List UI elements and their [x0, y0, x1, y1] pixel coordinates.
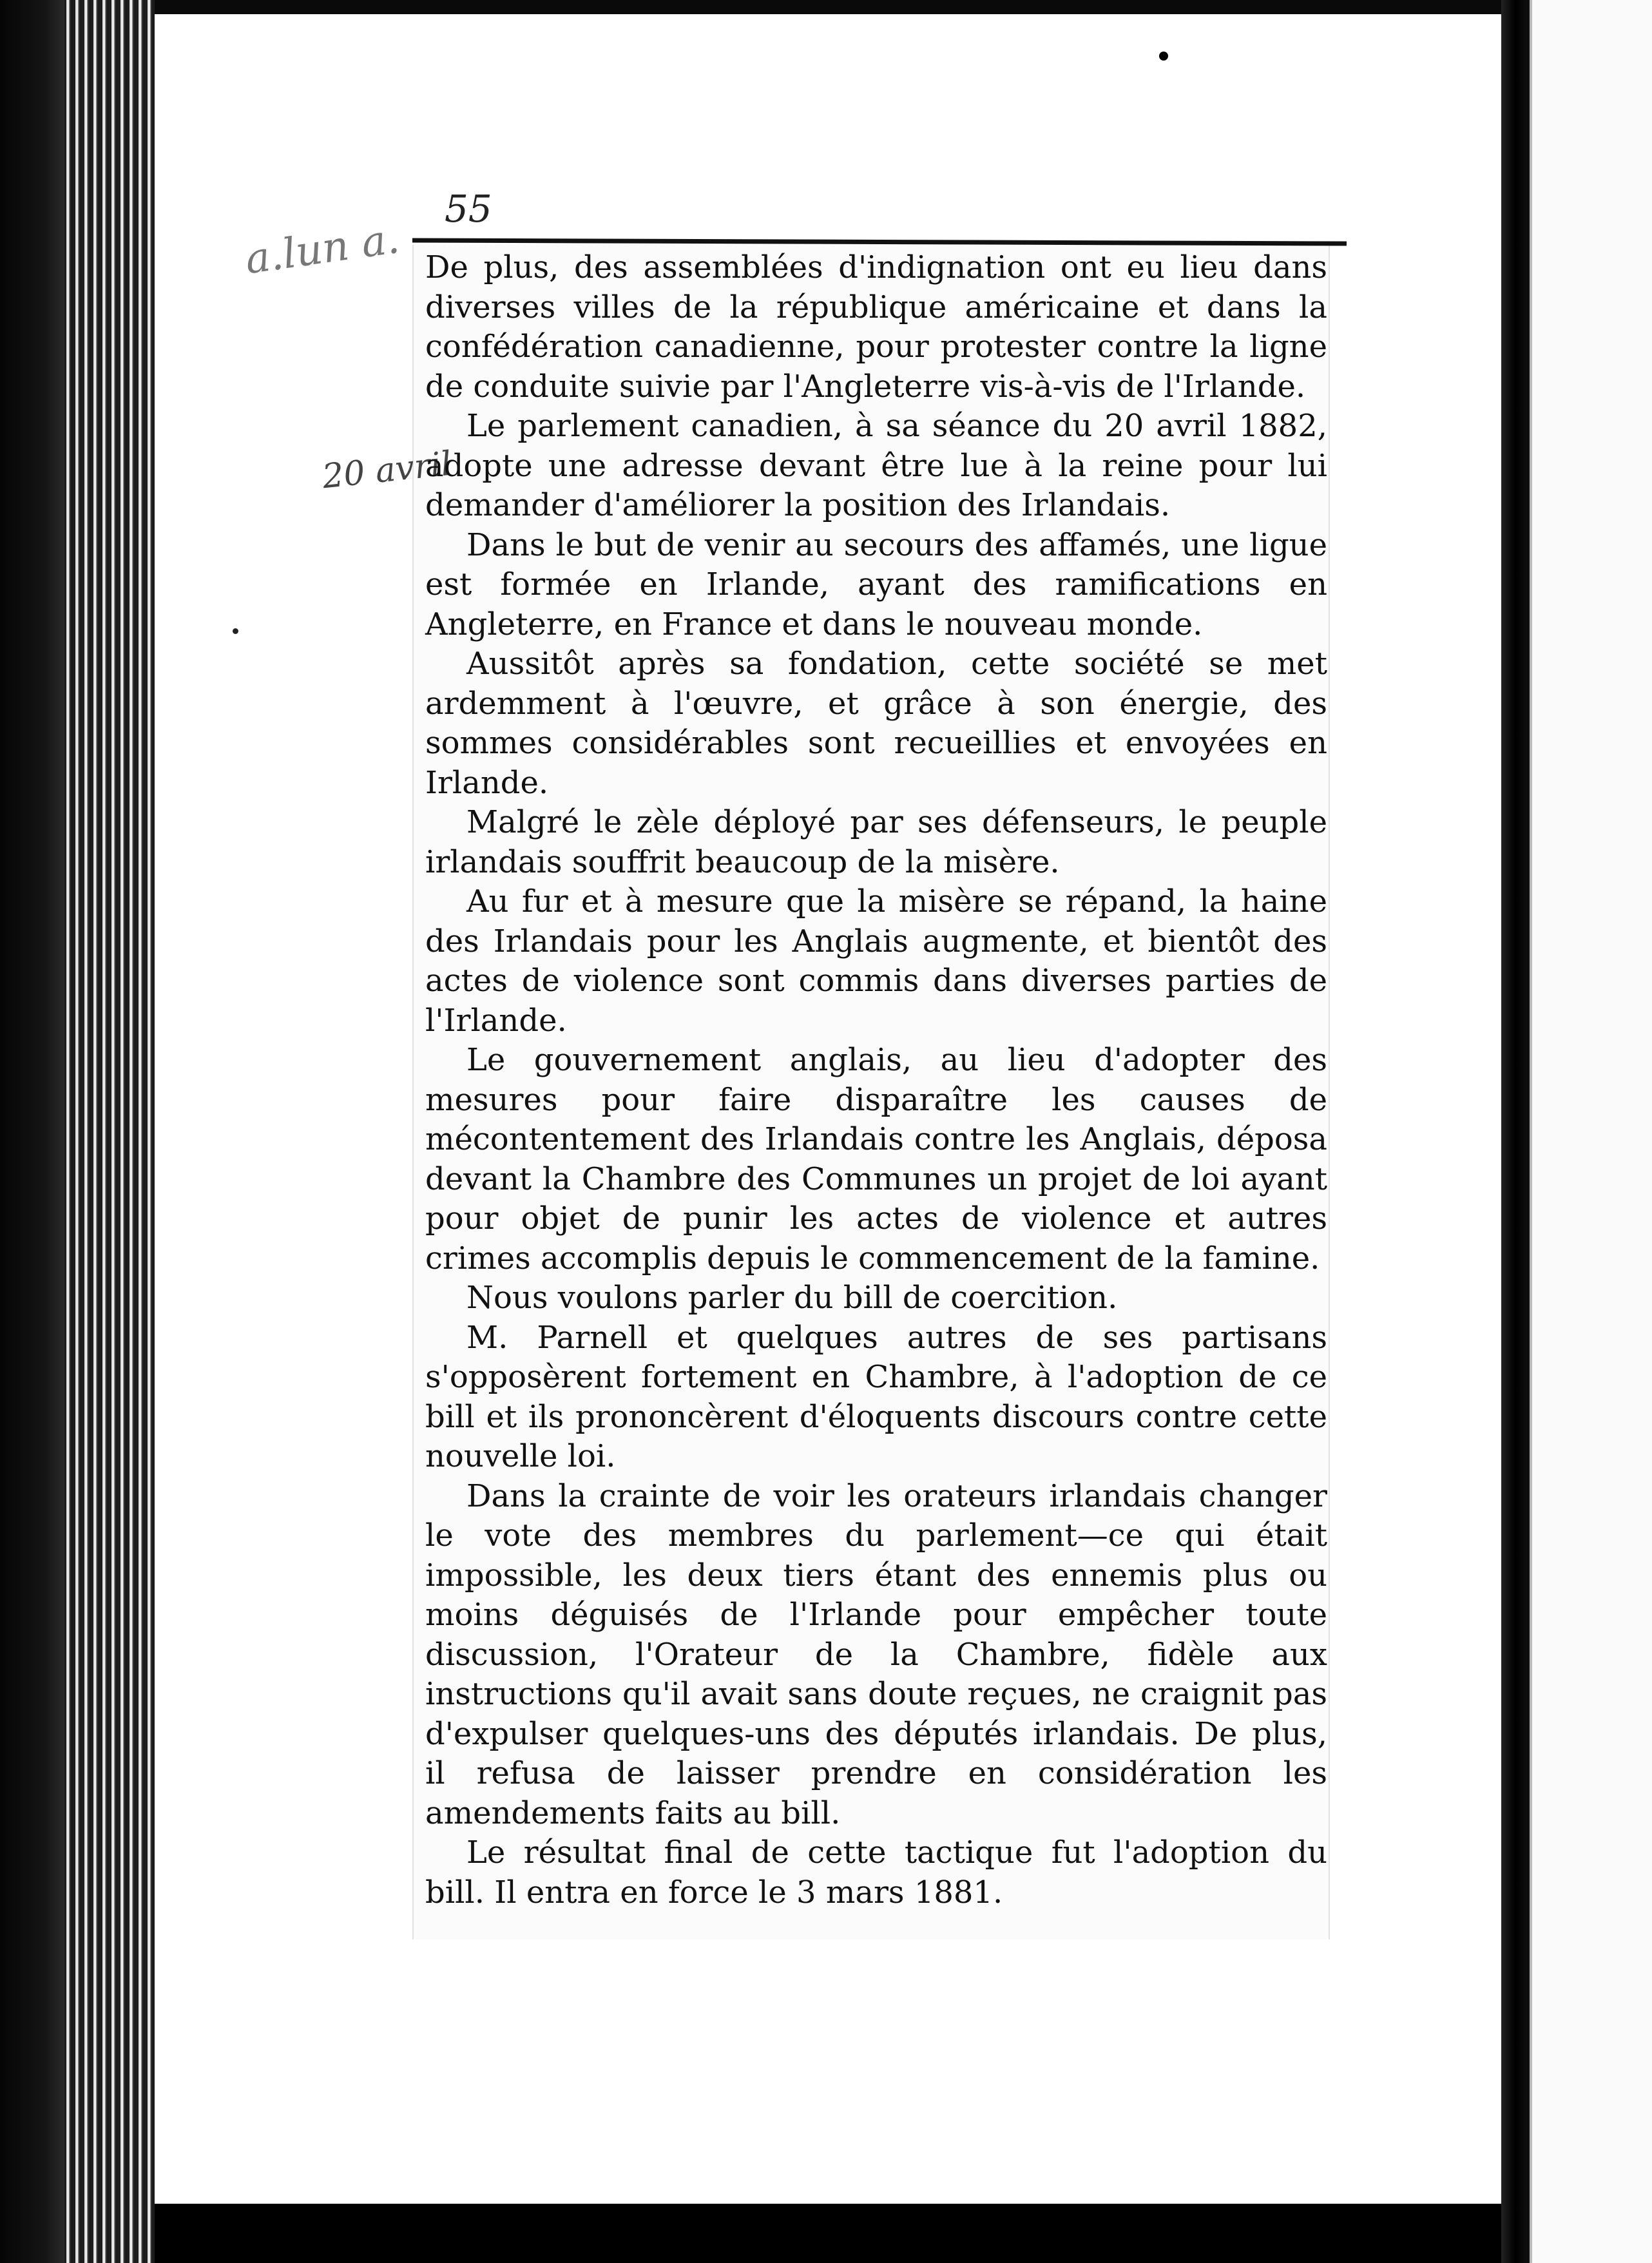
- scan-bottom-border: [155, 2204, 1501, 2263]
- paragraph: Dans le but de venir au secours des affamés, une ligue est formée en Irlande, ayant des ramifications en Angleterre, en France et dans le nouveau monde.: [425, 526, 1327, 642]
- facing-page-edge: [1530, 0, 1652, 2263]
- book-gutter: [1501, 0, 1530, 2263]
- paragraph: Malgré le zèle déployé par ses défenseurs, le peuple irlandais souffrit beaucoup de la misère.: [425, 804, 1327, 880]
- ink-dot-small: [233, 628, 238, 634]
- paragraph: Dans la crainte de voir les orateurs irlandais changer le vote des membres du parlement—ce qui était impossible, les deux tiers étant des ennemis plus ou moins déguisés de l'Irlande pour empêcher toute discussion, l'Orateur de la Chambre, fidèle aux instructions qu'il avait sans doute reçues, ne craignit pas d'expulser quelques-uns des députés irlandais. De plus, il refusa de laisser prendre en considération les amendements faits au bill.: [425, 1478, 1327, 1831]
- paragraph: Au fur et à mesure que la misère se répand, la haine des Irlandais pour les Anglais augmente, et bientôt des actes de violence sont commis dans diverses parties de l'Irlande.: [425, 883, 1327, 1039]
- paragraph: Le gouvernement anglais, au lieu d'adopter des mesures pour faire disparaître les causes de mécontentement des Irlandais contre les Anglais, déposa devant la Chambre des Communes un projet de loi ayant pour objet de punir les actes de violence et autres crimes accomplis depuis le commencement de la famine.: [425, 1042, 1327, 1276]
- ink-dot: [1159, 52, 1168, 61]
- paragraph: M. Parnell et quelques autres de ses partisans s'opposèrent fortement en Chambre, à l'adoption de ce bill et ils prononcèrent d'éloquents discours contre cette nouvelle loi.: [425, 1319, 1327, 1474]
- paragraph: De plus, des assemblées d'indignation ont eu lieu dans diverses villes de la république américaine et dans la confédération canadienne, pour protester contre la ligne de conduite suivie par l'Angleterre vis-à-vis de l'Irlande.: [425, 249, 1327, 405]
- article-body: [425, 248, 1327, 1912]
- paragraph: Le parlement canadien, à sa séance du 20 avril 1882, adopte une adresse devant être lue à la reine pour lui demander d'améliorer la position des Irlandais.: [425, 408, 1327, 523]
- paragraph: Le résultat final de cette tactique fut l'adoption du bill. Il entra en force le 3 mars 1881.: [425, 1834, 1327, 1911]
- handwritten-page-number: 55: [445, 187, 492, 231]
- handwritten-margin-note: a.lun a.: [242, 215, 403, 284]
- book-spine-shadow: [0, 0, 64, 2263]
- paragraph: Nous voulons parler du bill de coercition.: [466, 1280, 1118, 1316]
- scan-top-border: [155, 0, 1501, 14]
- paragraph: Aussitôt après sa fondation, cette société se met ardemment à l'œuvre, et grâce à son énergie, des sommes considérables sont recueillies et envoyées en Irlande.: [425, 646, 1327, 801]
- handwritten-date-note: 20 avril: [320, 444, 454, 497]
